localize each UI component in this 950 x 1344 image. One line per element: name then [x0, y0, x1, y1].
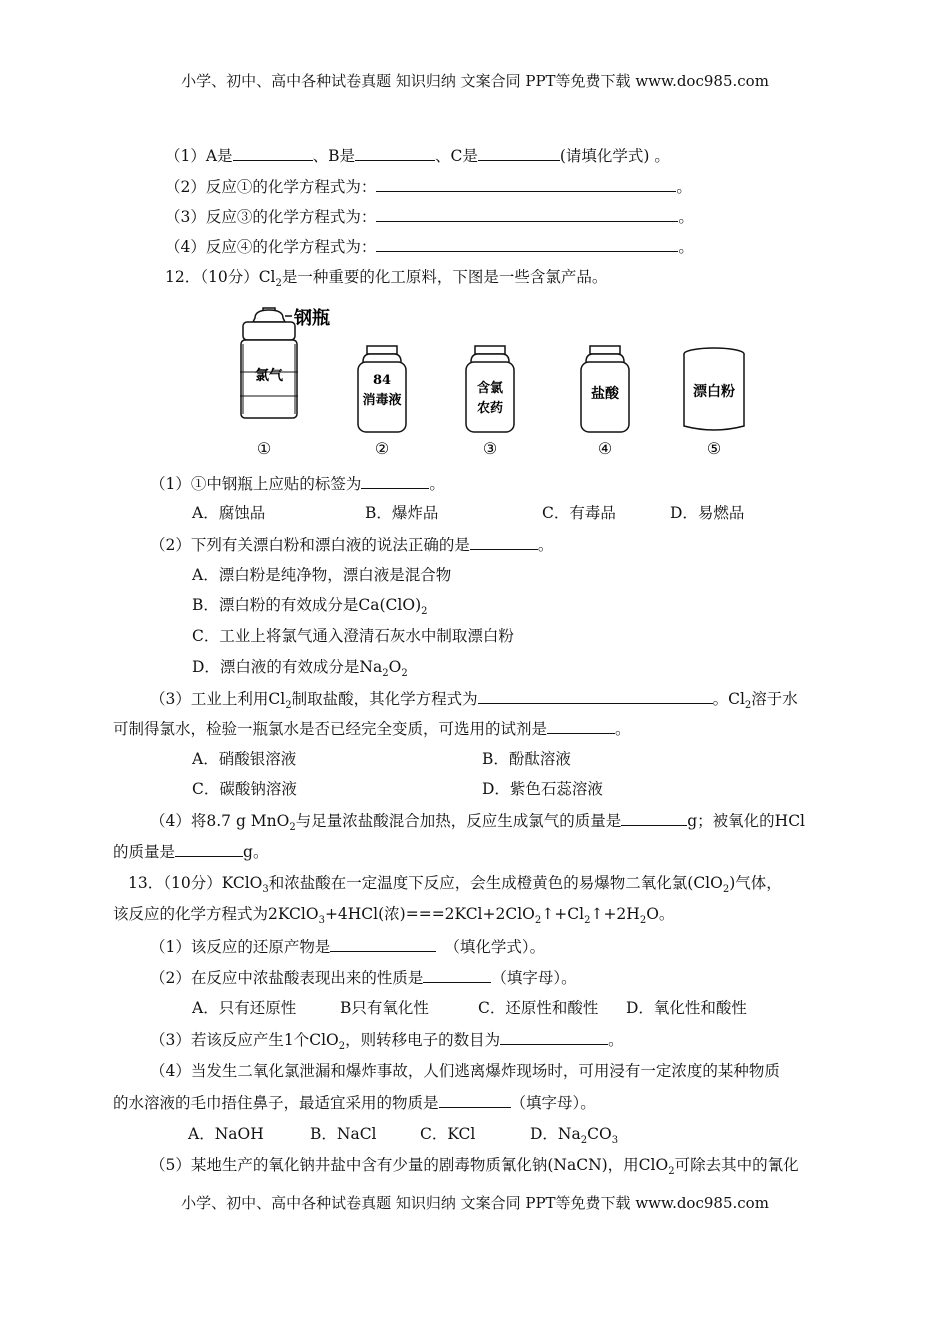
- q13-sub4-option-c: C．KCl: [420, 1125, 476, 1143]
- q13-sub2-option-d: D．氧化性和酸性: [626, 999, 747, 1017]
- chlorine-products-figure: [230, 300, 770, 460]
- q13-sub2: （2）在反应中浓盐酸表现出来的性质是 （填字母）。: [150, 969, 577, 987]
- answer-blank-q12-1[interactable]: [361, 473, 429, 489]
- figure-number-5: ⑤: [706, 439, 722, 458]
- bottle-84-disinfectant: [358, 346, 406, 432]
- q12-sub3-option-d: D．紫色石蕊溶液: [482, 780, 603, 798]
- q11-part2: （2）反应①的化学方程式为： 。: [165, 178, 692, 196]
- answer-blank-q13-1[interactable]: [330, 936, 436, 952]
- answer-blank-q12-2[interactable]: [470, 534, 538, 550]
- answer-blank-q13-3[interactable]: [500, 1029, 608, 1045]
- q13-sub4-line1: （4）当发生二氧化氯泄漏和爆炸事故，人们逃离爆炸现场时，可用浸有一定浓度的某种物质: [150, 1062, 780, 1080]
- figure-number-4: ④: [597, 439, 613, 458]
- answer-blank-q12-3-eq[interactable]: [478, 688, 713, 704]
- q12-sub2-option-c: C．工业上将氯气通入澄清石灰水中制取漂白粉: [192, 627, 514, 645]
- q12-sub1-option-c: C．有毒品: [542, 504, 616, 522]
- q13-sub1: （1）该反应的还原产物是 （填化学式）。: [150, 938, 546, 956]
- answer-blank-eq4[interactable]: [376, 236, 678, 252]
- q13-sub4-option-b: B．NaCl: [310, 1125, 377, 1143]
- steel-cylinder: [240, 307, 330, 418]
- q12-sub2-option-b: B．漂白粉的有效成分是$Ca(ClO)_2$: [192, 596, 428, 618]
- bottle2-line2: 消毒液: [362, 393, 402, 408]
- q11-part1: （1）A是 、B是 、C是 (请填化学式) 。: [165, 147, 670, 165]
- answer-blank-q12-4-cl2[interactable]: [621, 810, 687, 826]
- q12-sub2: （2）下列有关漂白粉和漂白液的说法正确的是 。: [150, 536, 554, 554]
- cylinder-label: 氯气: [255, 368, 283, 384]
- q13-sub4-option-d: D．$Na_2CO_3$: [530, 1125, 619, 1147]
- answer-blank-b[interactable]: [355, 145, 435, 161]
- q12-stem: 12．（10分）$Cl_2$是一种重要的化工原料，下图是一些含氯产品。: [165, 268, 608, 290]
- figure-number-3: ③: [482, 439, 498, 458]
- q12-sub3-line2: 可制得氯水，检验一瓶氯水是否已经完全变质，可选用的试剂是 。: [113, 720, 631, 738]
- q12-sub3-option-c: C．碳酸钠溶液: [192, 780, 297, 798]
- answer-blank-eq1[interactable]: [376, 176, 676, 192]
- q13-sub4-option-a: A．NaOH: [188, 1125, 264, 1143]
- figure-number-1: ①: [256, 439, 272, 458]
- canister-label: 漂白粉: [693, 384, 735, 400]
- q12-sub2-option-a: A．漂白粉是纯净物，漂白液是混合物: [192, 566, 452, 584]
- q13-stem: 13．（10分）KClO$_3$和浓盐酸在一定温度下反应，会生成橙黄色的易爆物二氧化氯(ClO$_2$)气体，: [128, 874, 782, 896]
- q12-sub4-line2: 的质量是 g。: [113, 843, 269, 861]
- q12-sub3-option-a: A．硝酸银溶液: [192, 750, 297, 768]
- q12-sub1: （1）①中钢瓶上应贴的标签为 。: [150, 475, 445, 493]
- q13-sub4-line2: 的水溶液的毛巾捂住鼻子，最适宜采用的物质是 （填字母）。: [113, 1094, 596, 1112]
- answer-blank-q13-4[interactable]: [439, 1092, 511, 1108]
- answer-blank-q13-2[interactable]: [423, 967, 491, 983]
- q12-sub3-line1: （3）工业上利用$Cl_2$制取盐酸，其化学方程式为 。$Cl_2$溶于水: [150, 690, 798, 712]
- q12-sub3-option-b: B．酚酞溶液: [482, 750, 571, 768]
- q12-sub2-option-d: D．漂白液的有效成分是$Na_2O_2$: [192, 658, 408, 680]
- answer-blank-eq3[interactable]: [376, 206, 678, 222]
- answer-blank-q12-4-hcl[interactable]: [175, 841, 243, 857]
- bottle-hydrochloric-acid: [581, 346, 629, 432]
- bottle3-line2: 农药: [476, 401, 504, 416]
- page-header: 小学、初中、高中各种试卷真题 知识归纳 文案合同 PPT等免费下载 www.doc985.com: [181, 72, 769, 90]
- bottle3-line1: 含氯: [476, 381, 504, 396]
- q12-sub1-option-a: A．腐蚀品: [192, 504, 266, 522]
- q13-sub3: （3）若该反应产生1个ClO$_2$，则转移电子的数目为 。: [150, 1031, 624, 1053]
- q12-sub1-option-b: B．爆炸品: [365, 504, 439, 522]
- bottle2-line1: 84: [372, 373, 392, 388]
- q13-sub2-option-a: A．只有还原性: [192, 999, 297, 1017]
- q13-sub5: （5）某地生产的氧化钠井盐中含有少量的剧毒物质氰化钠(NaCN)，用ClO$_2$可除去其中的氰化: [150, 1156, 799, 1178]
- q13-equation: 该反应的化学方程式为2KClO$_3$+4HCl(浓)$===2KCl+2ClO_2↑+Cl_2↑+2H_2O$。: [113, 905, 675, 927]
- cylinder-callout: 钢瓶: [294, 308, 330, 329]
- figure-number-2: ②: [374, 439, 390, 458]
- q11-part3: （3）反应③的化学方程式为： 。: [165, 208, 694, 226]
- answer-blank-c[interactable]: [478, 145, 560, 161]
- page-footer: 小学、初中、高中各种试卷真题 知识归纳 文案合同 PPT等免费下载 www.doc985.com: [181, 1194, 769, 1212]
- q13-sub2-option-c: C．还原性和酸性: [478, 999, 599, 1017]
- bottle-chlorine-pesticide: [466, 346, 514, 432]
- answer-blank-q12-3-reagent[interactable]: [547, 718, 615, 734]
- bottle4-label: 盐酸: [591, 386, 619, 402]
- q12-sub4-line1: （4）将8.7 g MnO$_2$与足量浓盐酸混合加热，反应生成氯气的质量是 g；被氧化的HCl: [150, 812, 806, 834]
- q11-part4: （4）反应④的化学方程式为： 。: [165, 238, 694, 256]
- answer-blank-a[interactable]: [233, 145, 313, 161]
- q13-sub2-option-b: B只有氧化性: [340, 999, 429, 1017]
- q12-sub1-option-d: D．易燃品: [670, 504, 745, 522]
- canister-bleaching-powder: [684, 348, 744, 430]
